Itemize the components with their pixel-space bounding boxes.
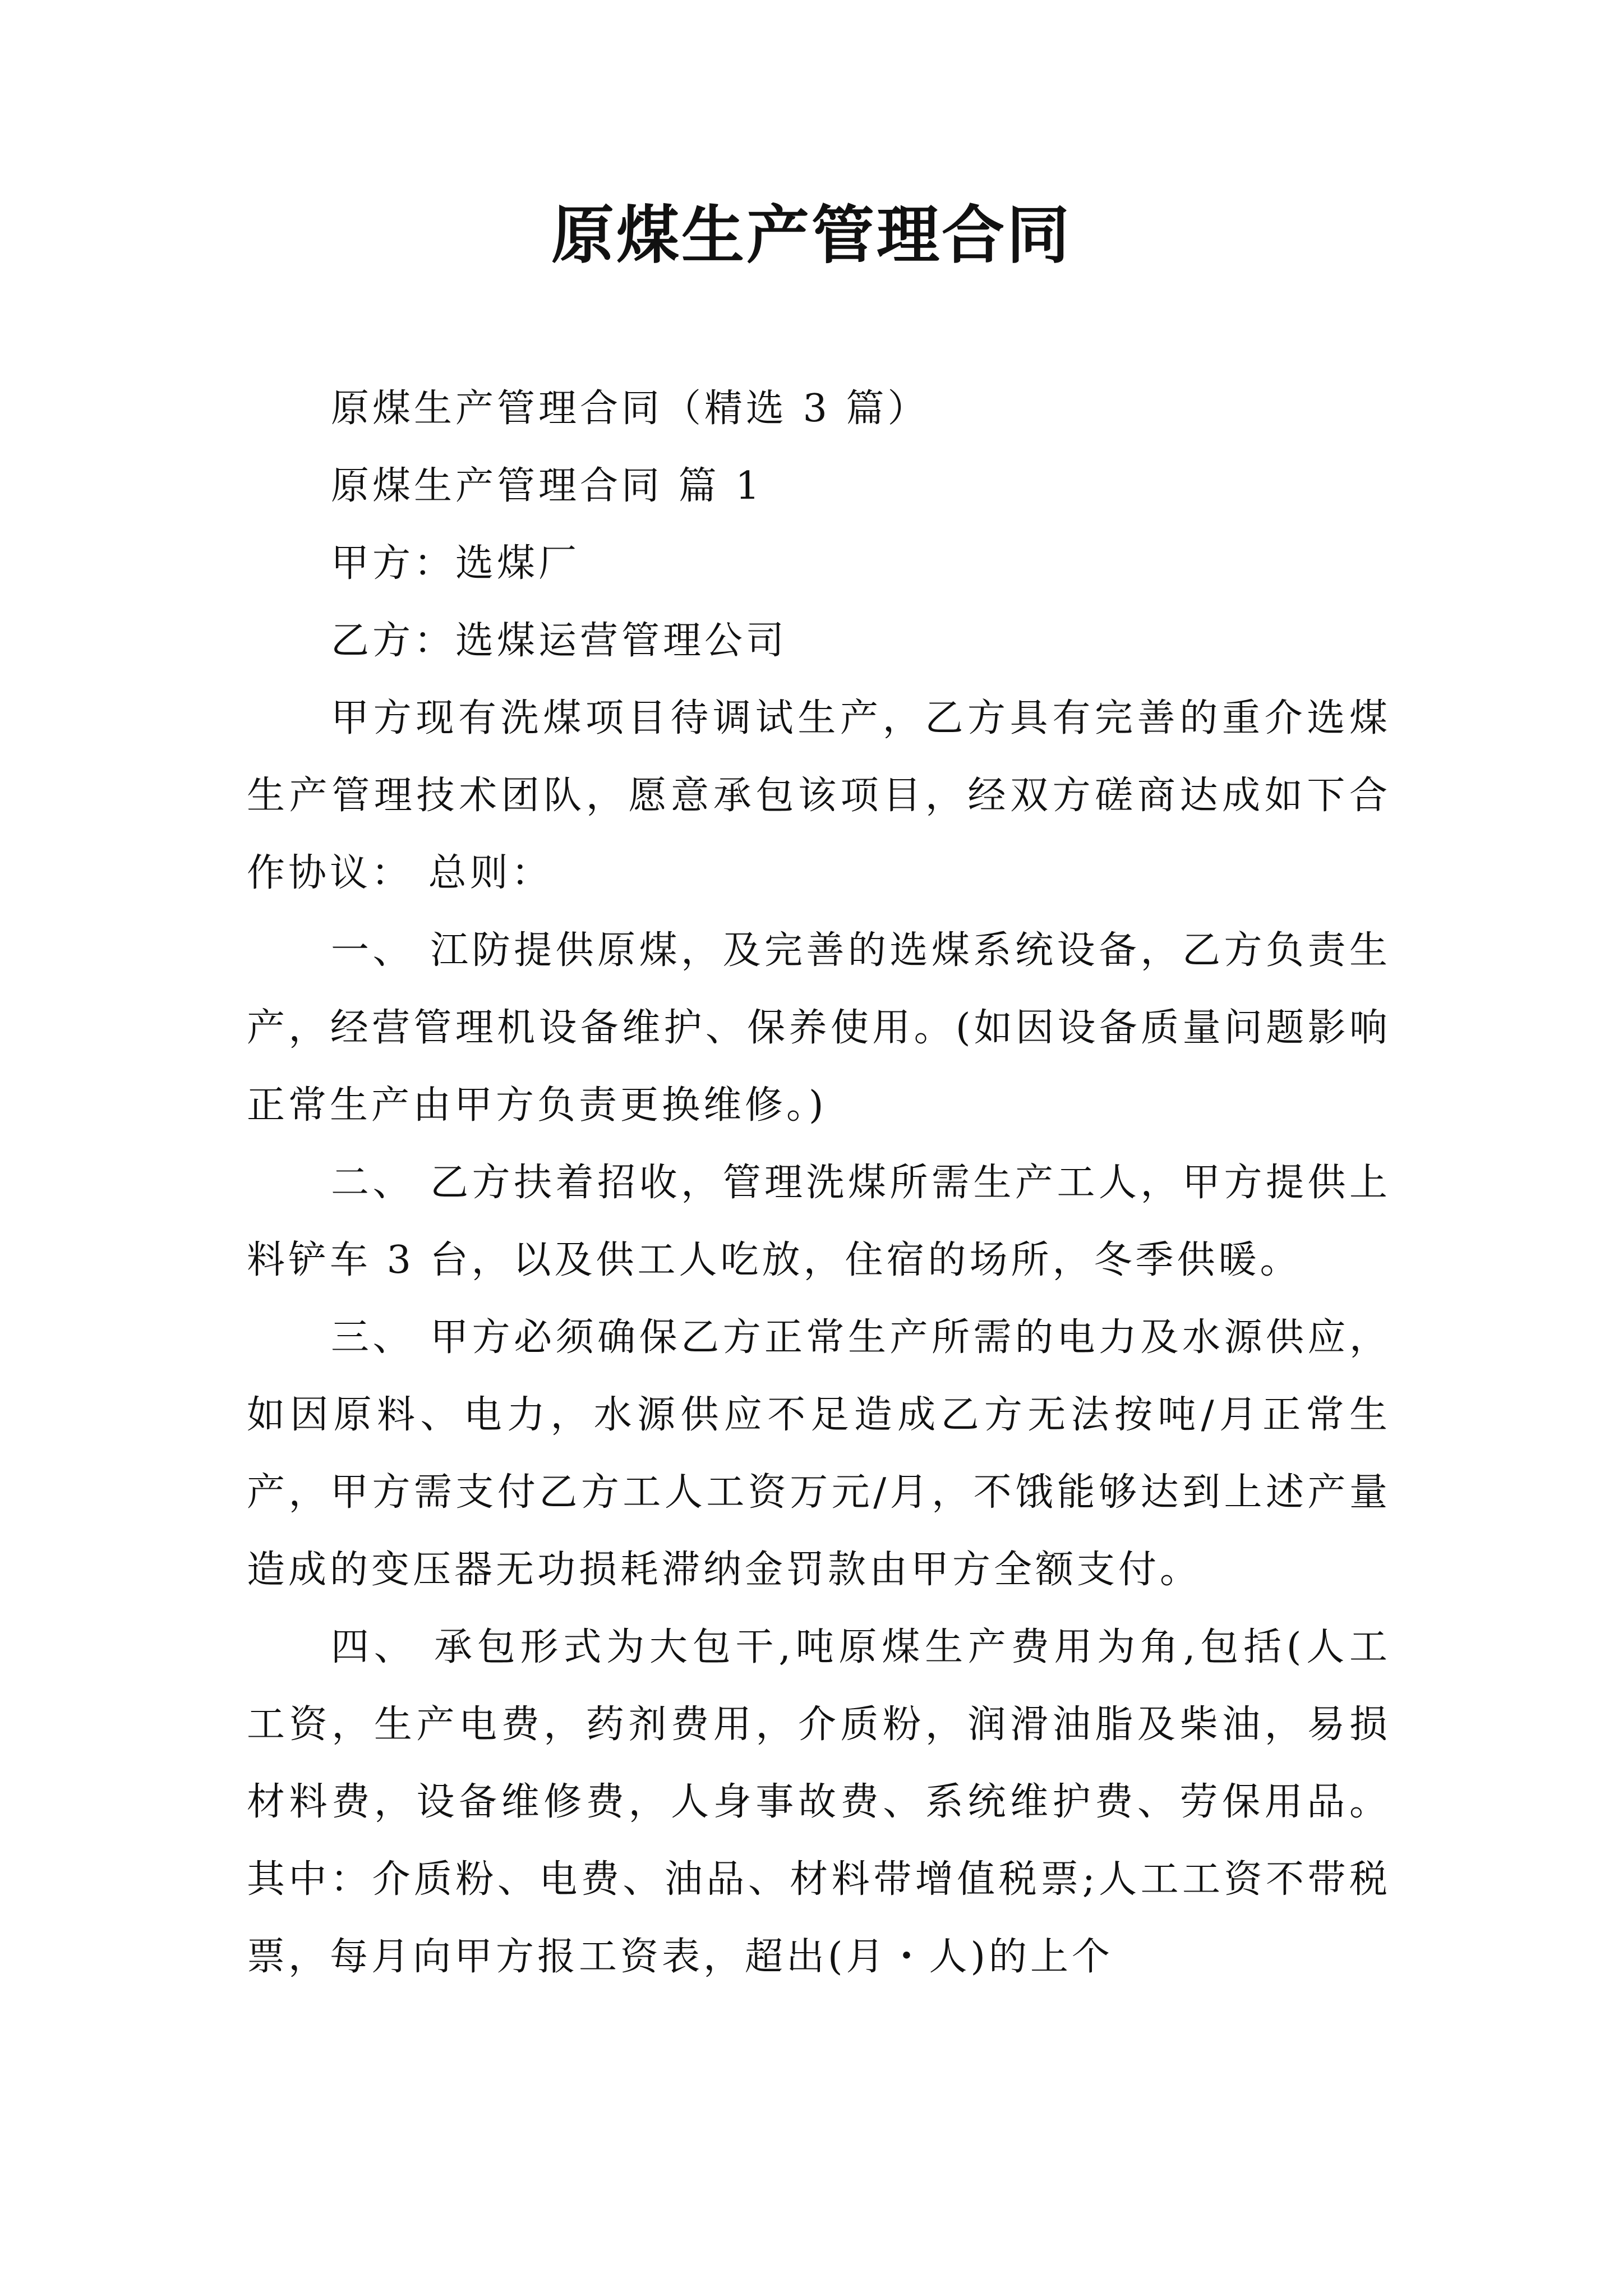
document-body [247, 370, 1391, 1996]
intro-paragraph: 甲方现有洗煤项目待调试生产，乙方具有完善的重介选煤生产管理技术团队，愿意承包该项目，经双方磋商达成如下合作协议： 总则： [247, 696, 1391, 895]
clause-1: 一、 江防提供原煤，及完善的选煤系统设备，乙方负责生产，经营管理机设备维护、保养使用。(如因设备质量问题影响正常生产由甲方负责更换维修。) [247, 928, 1391, 1128]
clause-4: 四、 承包形式为大包干,吨原煤生产费用为角,包括(人工工资，生产电费，药剂费用，介质粉，润滑油脂及柴油，易损材料费，设备维修费，人身事故费、系统维护费、劳保用品。其中：介质粉、电费、油品、材料带增值税票;人工工资不带税票，每月向甲方报工资表，超出(月・人)的上个 [247, 1625, 1391, 1979]
subtitle-paragraph: 原煤生产管理合同（精选 3 篇） [331, 386, 929, 431]
party-a-line: 甲方：选煤厂 [331, 541, 580, 586]
section-heading: 原煤生产管理合同 篇 1 [331, 464, 763, 508]
party-b-line: 乙方：选煤运营管理公司 [331, 619, 788, 663]
clause-2: 二、 乙方扶着招收，管理洗煤所需生产工人，甲方提供上料铲车 3 台，以及供工人吃放，住宿的场所，冬季供暖。 [247, 1161, 1391, 1282]
document-title: 原煤生产管理合同 [551, 199, 1072, 272]
clause-3: 三、 甲方必须确保乙方正常生产所需的电力及水源供应，如因原料、电力，水源供应不足造成乙方无法按吨/月正常生产，甲方需支付乙方工人工资万元/月，不饿能够达到上述产量造成的变压器无功损耗滞纳金罚款由甲方全额支付。 [247, 1315, 1391, 1592]
